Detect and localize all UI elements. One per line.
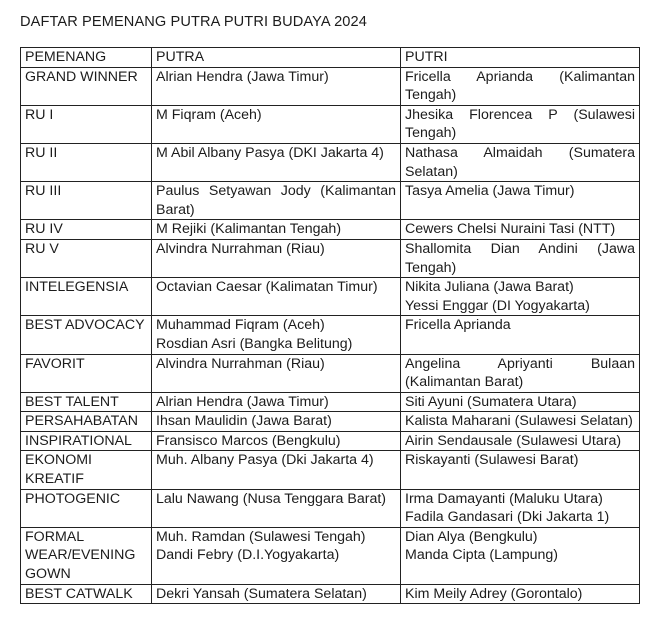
cell-putri: Cewers Chelsi Nuraini Tasi (NTT) [401,220,640,240]
cell-pemenang: INSPIRATIONAL [21,431,152,451]
cell-pemenang: RU IV [21,220,152,240]
table-row [21,489,640,527]
cell-putra [152,527,401,584]
cell-pemenang: EKONOMI KREATIF [21,451,152,489]
document-title: DAFTAR PEMENANG PUTRA PUTRI BUDAYA 2024 [20,14,367,30]
cell-putri: Jhesika Florencea P (Sulawesi Tengah) [401,105,640,143]
cell-pemenang: INTELEGENSIA [21,278,152,316]
cell-putra: Ihsan Maulidin (Jawa Barat) [152,412,401,432]
table-row [21,105,640,143]
table-row [21,392,640,412]
cell-putri: Airin Sendausale (Sulawesi Utara) [401,431,640,451]
winner-name: Dian Alya (Bengkulu) [405,528,538,545]
cell-putri [401,489,640,527]
table-row [21,143,640,181]
winner-name: Irma Damayanti (Maluku Utara) [405,490,603,507]
winner-name: Manda Cipta (Lampung) [405,547,558,564]
winner-name: Yessi Enggar (DI Yogyakarta) [405,297,590,314]
winner-name: Fadila Gandasari (Dki Jakarta 1) [405,509,610,526]
header-putri: PUTRI [401,48,640,68]
cell-pemenang: FAVORIT [21,354,152,392]
cell-putra: Alrian Hendra (Jawa Timur) [152,67,401,105]
cell-putra: Dekri Yansah (Sumatera Selatan) [152,584,401,604]
cell-putri [401,278,640,316]
cell-putri: Tasya Amelia (Jawa Timur) [401,182,640,220]
cell-putra: Octavian Caesar (Kalimatan Timur) [152,278,401,316]
cell-putra: Muh. Albany Pasya (Dki Jakarta 4) [152,451,401,489]
cell-putri: Fricella Aprianda [401,316,640,354]
cell-pemenang: RU II [21,143,152,181]
cell-pemenang: PERSAHABATAN [21,412,152,432]
cell-pemenang: BEST ADVOCACY [21,316,152,354]
cell-putra: M Fiqram (Aceh) [152,105,401,143]
cell-putri [401,527,640,584]
table-row [21,239,640,277]
cell-pemenang: RU V [21,239,152,277]
winner-name: Nikita Juliana (Jawa Barat) [405,279,574,296]
cell-putri: Fricella Aprianda (Kalimantan Tengah) [401,67,640,105]
table-row [21,67,640,105]
cell-pemenang: RU III [21,182,152,220]
table-row [21,527,640,584]
cell-pemenang: BEST TALENT [21,392,152,412]
cell-putri: Kalista Maharani (Sulawesi Selatan) [401,412,640,432]
table-row [21,182,640,220]
cell-pemenang: BEST CATWALK [21,584,152,604]
cell-putra: Lalu Nawang (Nusa Tenggara Barat) [152,489,401,527]
table-row [21,278,640,316]
cell-putra: Fransisco Marcos (Bengkulu) [152,431,401,451]
winner-name: Muh. Ramdan (Sulawesi Tengah) [156,528,366,545]
cell-putra: Alvindra Nurrahman (Riau) [152,354,401,392]
cell-putri: Kim Meily Adrey (Gorontalo) [401,584,640,604]
table-row [21,431,640,451]
table-row [21,412,640,432]
cell-putri: Siti Ayuni (Sumatera Utara) [401,392,640,412]
header-pemenang: PEMENANG [21,48,152,68]
table-row [21,316,640,354]
winner-name: Muhammad Fiqram (Aceh) [156,317,325,334]
table-header-row [21,48,640,68]
table-row [21,220,640,240]
cell-pemenang: RU I [21,105,152,143]
cell-putra: Paulus Setyawan Jody (Kalimantan Barat) [152,182,401,220]
cell-pemenang: FORMAL WEAR/EVENING GOWN [21,527,152,584]
cell-putra: Alvindra Nurrahman (Riau) [152,239,401,277]
winner-name: Dandi Febry (D.I.Yogyakarta) [156,547,340,564]
cell-putra [152,316,401,354]
cell-putra: Alrian Hendra (Jawa Timur) [152,392,401,412]
cell-putri: Nathasa Almaidah (Sumatera Selatan) [401,143,640,181]
table-row [21,584,640,604]
cell-putri: Angelina Apriyanti Bulaan (Kalimantan Barat) [401,354,640,392]
winners-table [20,47,640,604]
cell-putra: M Rejiki (Kalimantan Tengah) [152,220,401,240]
header-putra: PUTRA [152,48,401,68]
cell-pemenang: PHOTOGENIC [21,489,152,527]
table-row [21,354,640,392]
cell-pemenang: GRAND WINNER [21,67,152,105]
cell-putri: Riskayanti (Sulawesi Barat) [401,451,640,489]
winner-name: Rosdian Asri (Bangka Belitung) [156,335,353,352]
cell-putri: Shallomita Dian Andini (Jawa Tengah) [401,239,640,277]
table-row [21,451,640,489]
cell-putra: M Abil Albany Pasya (DKI Jakarta 4) [152,143,401,181]
